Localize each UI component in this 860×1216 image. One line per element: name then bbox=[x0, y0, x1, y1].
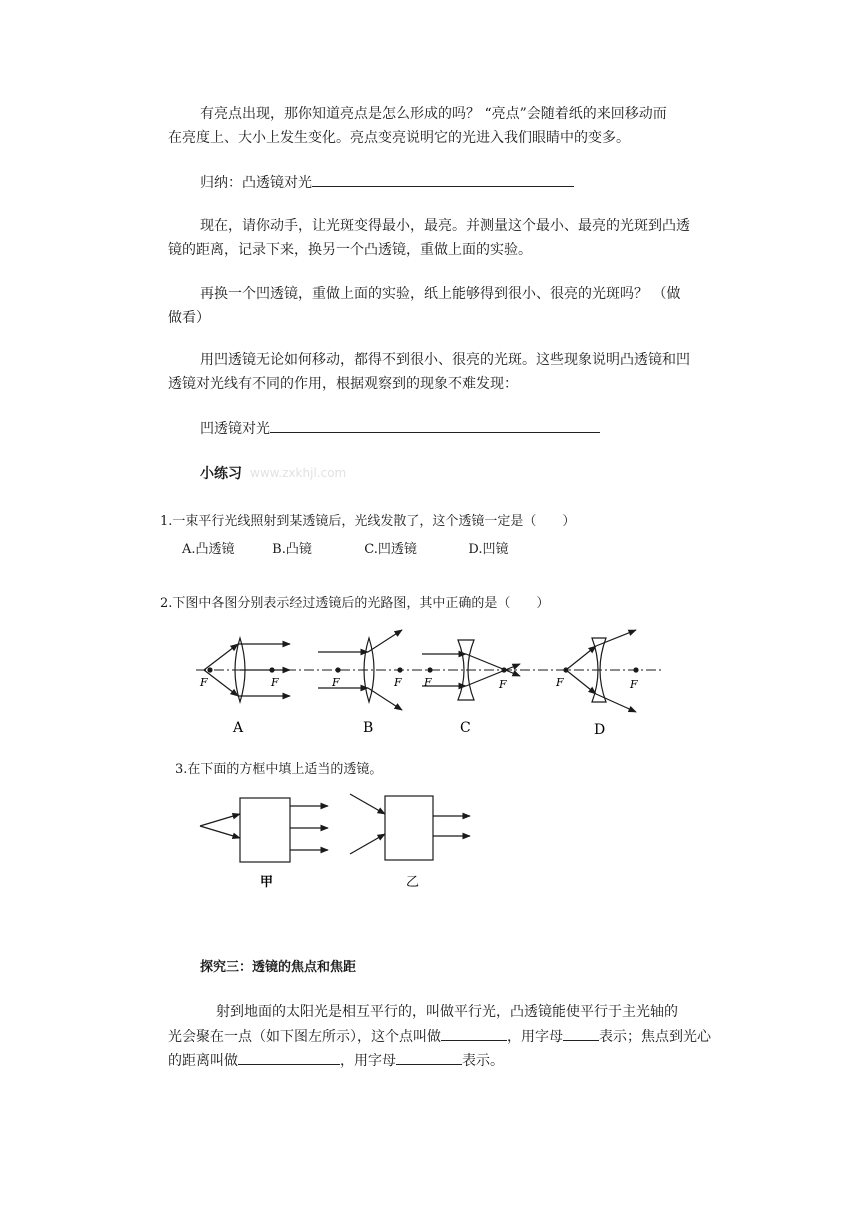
practice-heading: 小练习 bbox=[200, 466, 242, 482]
focus-name-blank[interactable] bbox=[441, 1026, 507, 1041]
lens-box-diagrams bbox=[0, 784, 860, 894]
paragraph-2-line-1: 现在，请你动手，让光斑变得最小，最亮。并测量这个最小、最亮的光斑到凸透 bbox=[200, 218, 690, 234]
option-b[interactable]: B.凸镜 bbox=[272, 542, 312, 557]
section-3-line-2 bbox=[168, 1026, 711, 1047]
box-yi-diagram bbox=[350, 794, 470, 860]
paragraph-1-line-2: 在亮度上、大小上发生变化。亮点变亮说明它的光进入我们眼睛中的变多。 bbox=[168, 130, 630, 146]
focus-letter-blank[interactable] bbox=[563, 1026, 599, 1041]
paragraph-4-line-1: 用凹透镜无论如何移动，都得不到很小、很亮的光斑。这些现象说明凸透镜和凹 bbox=[200, 352, 690, 368]
figure-label-c: C bbox=[460, 720, 471, 736]
focus-label-b1: F bbox=[332, 676, 340, 689]
section-3-heading: 探究三：透镜的焦点和焦距 bbox=[200, 960, 357, 975]
option-a[interactable]: A.凸透镜 bbox=[182, 542, 235, 557]
focus-label-b2: F bbox=[394, 676, 402, 689]
focus-label-c2: F bbox=[499, 678, 507, 691]
question-3-stem: 3.在下面的方框中填上适当的透镜。 bbox=[175, 762, 383, 777]
box-label-jia: 甲 bbox=[260, 875, 274, 890]
paragraph-2-line-2: 镜的距离，记录下来，换另一个凸透镜，重做上面的实验。 bbox=[168, 242, 532, 258]
line-2-part-b: ，用字母 bbox=[507, 1029, 563, 1045]
focus-label-c1: F bbox=[424, 676, 432, 689]
focus-label-d1: F bbox=[556, 676, 564, 689]
line-3-part-c: 表示。 bbox=[462, 1053, 504, 1069]
line-3-part-b: ，用字母 bbox=[340, 1053, 396, 1069]
focal-length-blank[interactable] bbox=[238, 1050, 340, 1065]
focal-length-letter-blank[interactable] bbox=[396, 1050, 462, 1065]
box-jia bbox=[240, 798, 290, 862]
focus-label-a2: F bbox=[271, 676, 279, 689]
paragraph-1-line-1: 有亮点出现，那你知道亮点是怎么形成的吗？ “亮点”会随着纸的来回移动而 bbox=[200, 106, 667, 122]
concave-summary-line bbox=[200, 418, 600, 439]
focus-label-a1: F bbox=[200, 676, 208, 689]
line-2-part-c: 表示；焦点到光心 bbox=[599, 1029, 711, 1045]
figure-label-d: D bbox=[594, 722, 606, 738]
option-c[interactable]: C.凹透镜 bbox=[364, 542, 417, 557]
line-3-part-a: 的距离叫做 bbox=[168, 1053, 238, 1069]
box-yi bbox=[385, 796, 433, 860]
lens-ray-diagrams bbox=[0, 614, 860, 754]
concave-label: 凹透镜对光 bbox=[200, 421, 270, 437]
line-2-part-a: 光会聚在一点（如下图左所示），这个点叫做 bbox=[168, 1029, 441, 1045]
watermark: www.zxkhjl.com bbox=[250, 466, 347, 480]
diagram-d bbox=[564, 630, 638, 712]
summary-line bbox=[200, 172, 574, 193]
summary-label: 归纳：凸透镜对光 bbox=[200, 175, 312, 191]
figure-label-a: A bbox=[233, 720, 244, 736]
box-label-yi: 乙 bbox=[406, 875, 420, 890]
concave-answer-blank[interactable] bbox=[270, 418, 600, 433]
figure-label-b: B bbox=[363, 720, 374, 736]
box-jia-diagram bbox=[200, 798, 328, 862]
section-3-line-1: 射到地面的太阳光是相互平行的，叫做平行光，凸透镜能使平行于主光轴的 bbox=[216, 1004, 678, 1020]
paragraph-3-line-1: 再换一个凹透镜，重做上面的实验，纸上能够得到很小、很亮的光斑吗？ （做 bbox=[200, 286, 681, 302]
paragraph-3-line-2: 做看） bbox=[168, 310, 210, 326]
option-d[interactable]: D.凹镜 bbox=[468, 542, 509, 557]
section-3-line-3 bbox=[168, 1050, 504, 1071]
question-2-stem: 2.下图中各图分别表示经过透镜后的光路图，其中正确的是（ ） bbox=[160, 596, 550, 611]
summary-answer-blank[interactable] bbox=[312, 172, 574, 187]
focus-label-d2: F bbox=[630, 678, 638, 691]
paragraph-4-line-2: 透镜对光线有不同的作用，根据观察到的现象不难发现： bbox=[168, 376, 518, 392]
question-1-options bbox=[182, 540, 509, 560]
question-1-stem: 1.一束平行光线照射到某透镜后，光线发散了，这个透镜一定是（ ） bbox=[160, 514, 576, 529]
